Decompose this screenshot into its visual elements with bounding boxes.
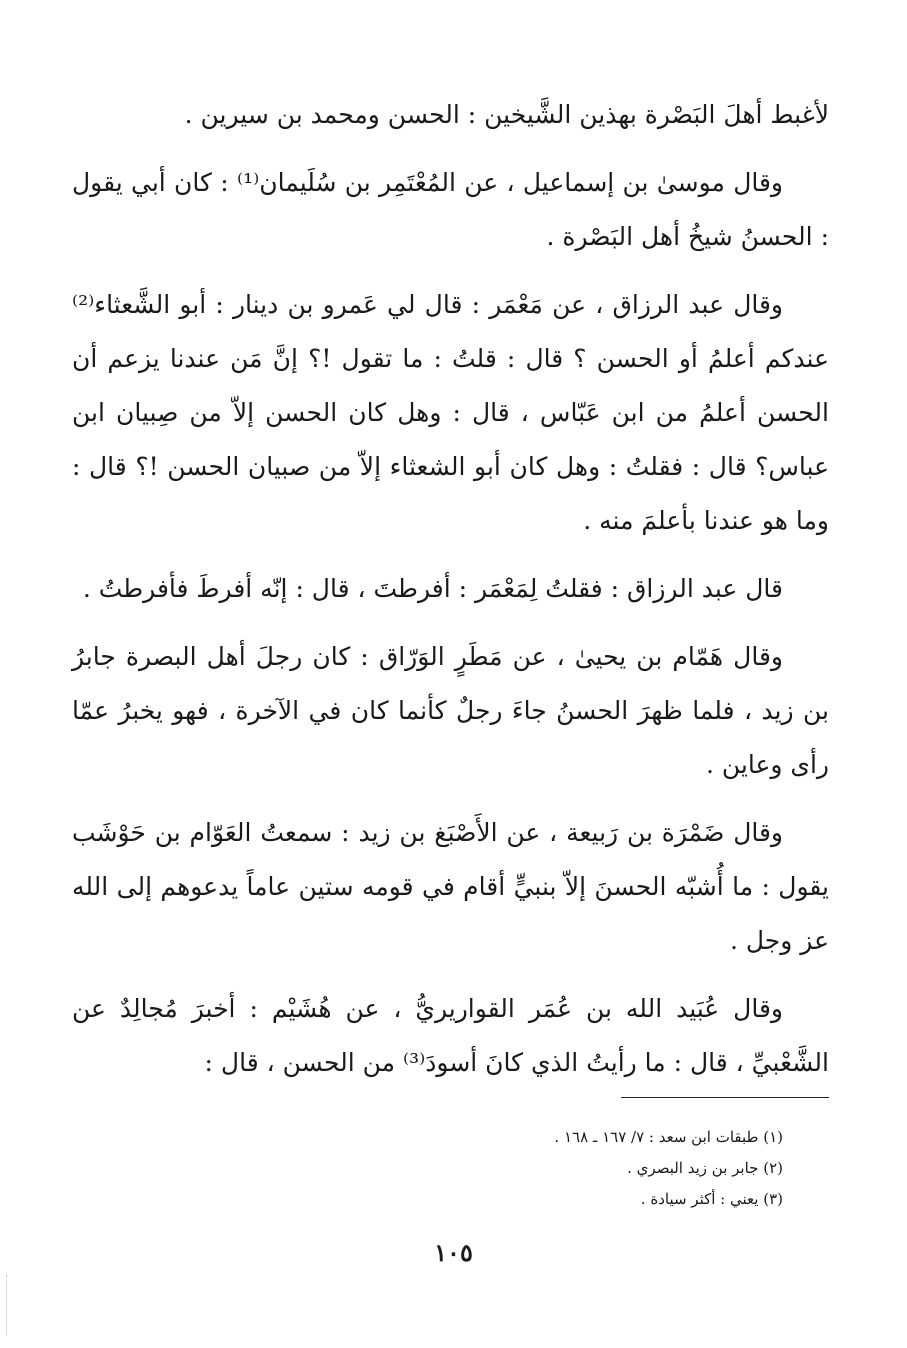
footnotes <box>160 1122 783 1215</box>
paragraph-7: وقال عُبَيد الله بن عُمَر القواريريُّ ، عن هُشَيْم : أخبرَ مُجالِدٌ عن الشَّعْبيِّ ، قال : ما رأيتُ الذي كانَ أسودَ⁽³⁾ من الحسن ، قال : <box>72 994 829 1077</box>
main-text <box>72 88 829 1104</box>
footnote-2: (٢) جابر بن زيد البصري . <box>627 1159 783 1177</box>
footnote-divider <box>621 1097 829 1098</box>
page-number: ١٠٥ <box>434 1238 473 1267</box>
paragraph-3: وقال عبد الرزاق ، عن مَعْمَر : قال لي عَمرو بن دينار : أبو الشَّعثاء⁽²⁾ عندكم أعلمُ أو الحسن ؟ قال : قلتُ : ما تقول !؟ إنَّ مَن عندنا يزعم أن الحسن أعلمُ من ابن عَبّاس ، قال : وهل كان الحسن إلاّ من صِبيان ابن عباس؟ قال : فقلتُ : وهل كان أبو الشعثاء إلاّ من صبيان الحسن !؟ قال : وما هو عندنا بأعلمَ منه . <box>72 290 829 535</box>
paragraph-6: وقال ضَمْرَة بن رَبيعة ، عن الأَصْبَغ بن زيد : سمعتُ العَوّام بن حَوْشَب يقول : ما أُشبّه الحسنَ إلاّ بنبيٍّ أقام في قومه ستين عاماً يدعوهم إلى الله عز وجل . <box>72 818 829 955</box>
paragraph-4: قال عبد الرزاق : فقلتُ لِمَعْمَر : أفرطتَ ، قال : إنّه أفرطَ فأفرطتُ . <box>82 574 783 603</box>
paragraph-5: وقال هَمّام بن يحيىٰ ، عن مَطَرٍ الوَرّاق : كان رجلَ أهل البصرة جابرُ بن زيد ، فلما ظهرَ الحسنُ جاءَ رجلٌ كأنما كان في الآخرة ، فهو يخبرُ عمّا رأى وعاين . <box>72 642 829 779</box>
scan-edge-mark <box>6 1275 9 1335</box>
paragraph-1: لأغبط أهلَ البَصْرة بهذين الشَّيخين : الحسن ومحمد بن سيرين . <box>184 100 829 129</box>
footnote-3: (٣) يعني : أكثر سيادة . <box>640 1190 783 1208</box>
paragraph-2: وقال موسىٰ بن إسماعيل ، عن المُعْتَمِر بن سُلَيمان⁽¹⁾ : كان أبي يقول : الحسنُ شيخُ أهل البَصْرة . <box>72 168 829 251</box>
footnote-1: (١) طبقات ابن سعد : ٧/ ١٦٧ ـ ١٦٨ . <box>554 1128 783 1146</box>
